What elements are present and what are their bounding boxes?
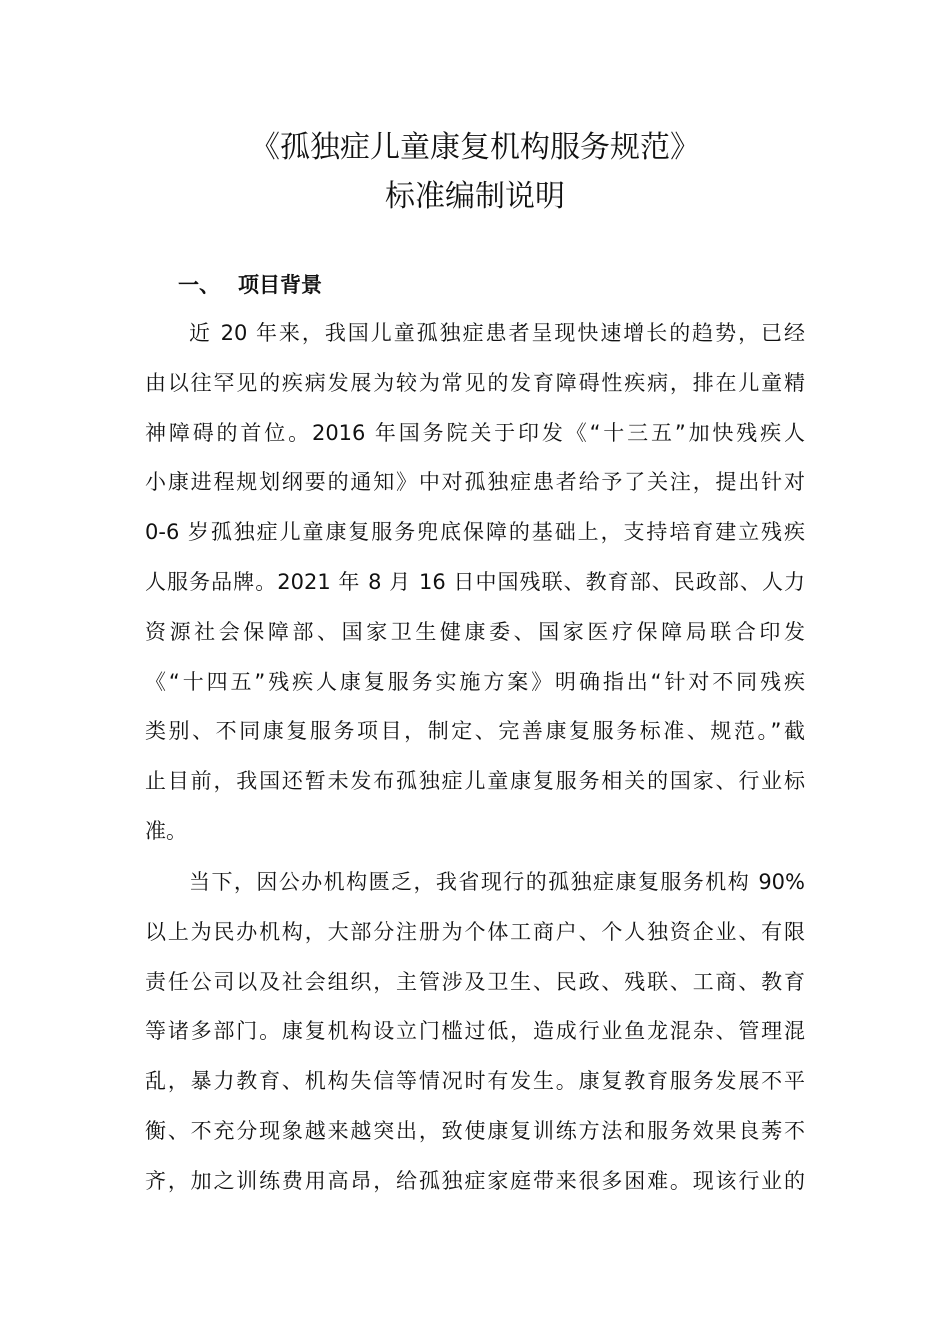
document-title-line-1: 《孤独症儿童康复机构服务规范》: [250, 130, 700, 165]
paragraph-line: 近 20 年来，我国儿童孤独症患者呈现快速增长的趋势，已经: [189, 321, 805, 345]
paragraph-line: 准。: [145, 818, 187, 843]
paragraph-2: [145, 858, 805, 1207]
section-title: 项目背景: [238, 273, 322, 297]
paragraph-line: 神障碍的首位。2016 年国务院关于印发《“十三五”加快残疾人: [145, 420, 805, 445]
document-title-line-2: 标准编制说明: [385, 179, 565, 214]
section-heading: [178, 270, 340, 300]
paragraph-line: 《“十四五”残疾人康复服务实施方案》明确指出“针对不同残疾: [145, 669, 805, 694]
paragraph-line: 齐，加之训练费用高昂，给孤独症家庭带来很多困难。现该行业的: [145, 1168, 805, 1193]
paragraph-line: 衡、不充分现象越来越突出，致使康复训练方法和服务效果良莠不: [145, 1118, 805, 1143]
paragraph-line: 止目前，我国还暂未发布孤独症儿童康复服务相关的国家、行业标: [145, 769, 805, 794]
paragraph-line: 等诸多部门。康复机构设立门槛过低，造成行业鱼龙混杂、管理混: [145, 1019, 805, 1044]
paragraph-line: 小康进程规划纲要的通知》中对孤独症患者给予了关注，提出针对: [145, 470, 805, 495]
paragraph-line: 乱，暴力教育、机构失信等情况时有发生。康复教育服务发展不平: [145, 1069, 805, 1094]
paragraph-line: 资源社会保障部、国家卫生健康委、国家医疗保障局联合印发: [145, 619, 805, 644]
paragraph-line: 人服务品牌。2021 年 8 月 16 日中国残联、教育部、民政部、人力: [145, 569, 805, 594]
paragraph-line: 类别、不同康复服务项目，制定、完善康复服务标准、规范。”截: [145, 719, 805, 744]
paragraph-line: 以上为民办机构，大部分注册为个体工商户、个人独资企业、有限: [145, 919, 805, 944]
paragraph-line: 当下，因公办机构匮乏，我省现行的孤独症康复服务机构 90%: [189, 870, 805, 894]
paragraph-line: 责任公司以及社会组织，主管涉及卫生、民政、残联、工商、教育: [145, 969, 805, 994]
section-number: 一、: [178, 273, 220, 297]
paragraph-line: 0-6 岁孤独症儿童康复服务兜底保障的基础上，支持培育建立残疾: [145, 520, 805, 545]
paragraph-line: 由以往罕见的疾病发展为较为常见的发育障碍性疾病，排在儿童精: [145, 370, 805, 395]
paragraph-1: [145, 309, 805, 857]
